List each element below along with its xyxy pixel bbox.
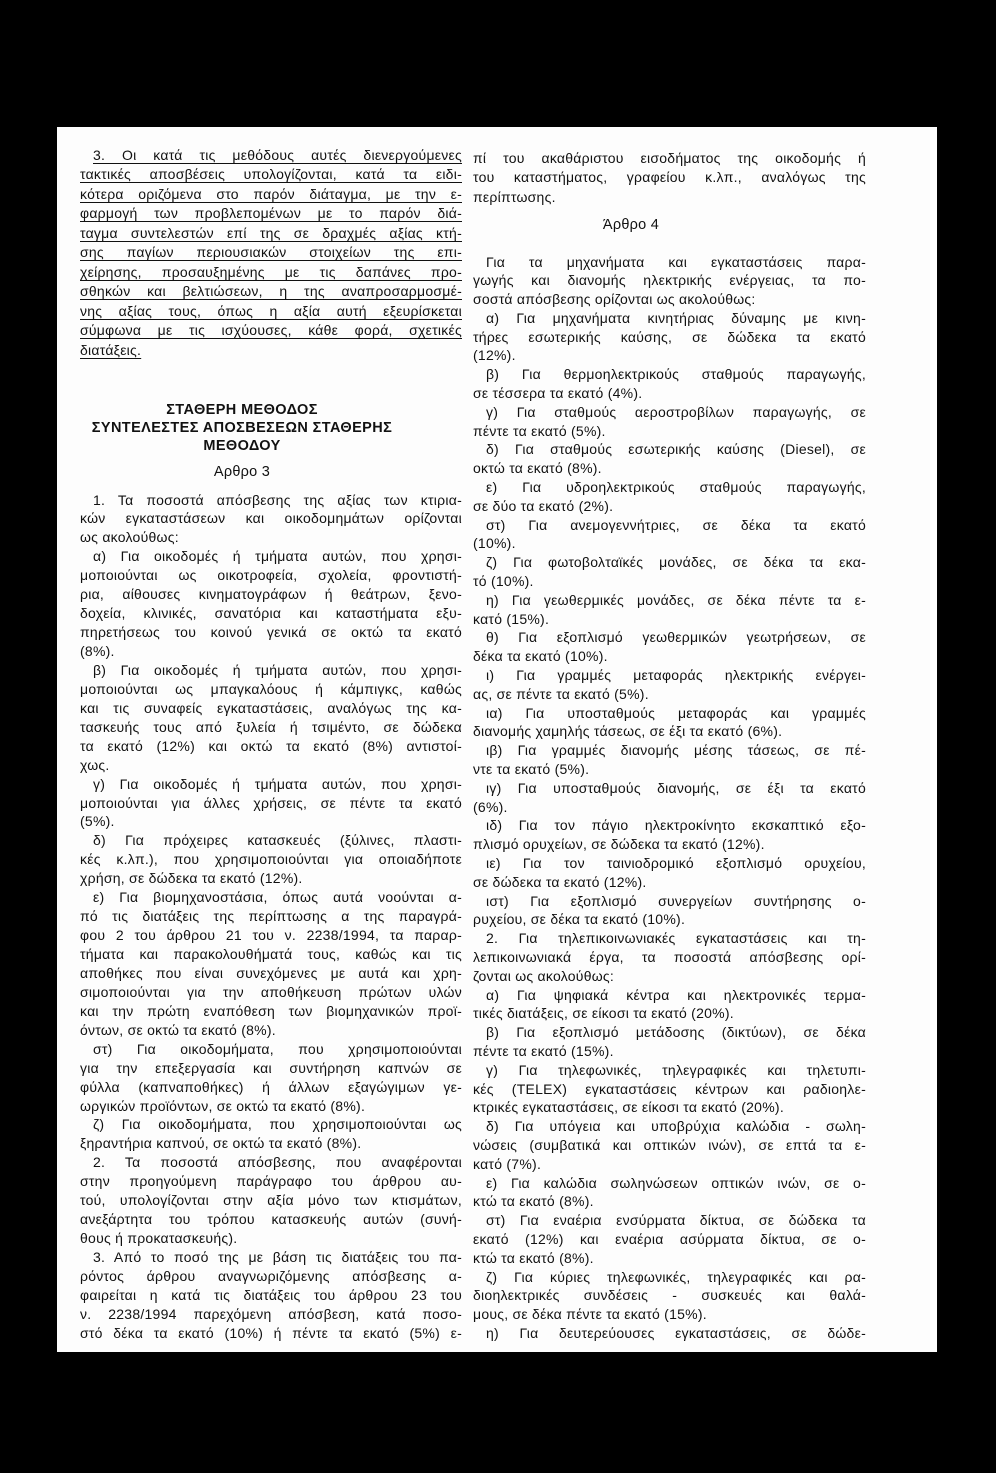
text-line: φύλλα (καπναποθήκες) ή άλλων εξαγώγιμων γε- xyxy=(80,1078,462,1095)
text-line: ε) Για υδροηλεκτρικούς σταθμούς παραγωγής, xyxy=(486,479,866,496)
text-line: αποθήκες που είναι συνεχόμενες με αυτά και χρη- xyxy=(80,964,462,981)
text-line: σύμφωνα με τις ισχύουσες, κάθε φορά, σχετικές xyxy=(80,322,462,338)
paragraph xyxy=(473,1174,866,1212)
text-line: περίπτωσης. xyxy=(473,188,556,205)
text-line: πέντε τα εκατό (15%). xyxy=(473,1042,614,1059)
text-line: κτώ τα εκατό (8%). xyxy=(473,1249,594,1266)
text-line: ζ) Για οικοδομήματα, που χρησιμοποιούνται ως xyxy=(93,1116,462,1133)
paragraph xyxy=(473,628,866,666)
text-line: ρια, αίθουσες κινηματογράφων ή θεάτρων, ξενο- xyxy=(80,586,462,603)
text-line: εκατό (12%) και εναέρια ασύρματα δίκτυα, σε ο- xyxy=(473,1230,866,1247)
text-line: στ) Για εναέρια ενσύρματα δίκτυα, σε δώδεκα τα xyxy=(486,1212,866,1229)
text-line: πέντε τα εκατό (5%). xyxy=(473,422,606,439)
text-line: τό (10%). xyxy=(473,573,534,590)
text-line: ανεξάρτητα του τρόπου κατασκευής αυτών (συνή- xyxy=(80,1211,462,1228)
paragraph xyxy=(473,403,866,441)
text-line: ντε τα εκατό (5%). xyxy=(473,761,590,778)
text-line: μοποιούνται ως μπαγκαλόους ή κάμπιγκς, καθώς xyxy=(80,680,462,697)
intro-paragraph xyxy=(80,146,462,361)
text-line: ε) Για βιομηχανοστάσια, όπως αυτά νοούνται α- xyxy=(93,889,462,906)
text-line: όντων, σε οκτώ τα εκατό (8%). xyxy=(80,1021,276,1038)
text-line: ταγμα συντελεστών επί της σε δραχμές αξίας κτή- xyxy=(80,224,462,241)
text-line: πλισμό ορυχείων, σε δώδεκα τα εκατό (12%). xyxy=(473,836,765,853)
text-line: ε) Για καλώδια σωληνώσεων οπτικών ινών, σε ο- xyxy=(486,1174,866,1191)
text-line: θους ή προκατασκευής). xyxy=(80,1230,238,1247)
paragraph xyxy=(473,986,866,1024)
paragraph xyxy=(80,1115,462,1153)
text-line: η) Για γεωθερμικές μονάδες, σε δέκα πέντε τα ε- xyxy=(486,591,866,608)
text-line: γ) Για τηλεφωνικές, τηλεγραφικές και τηλετυπι- xyxy=(486,1061,866,1078)
text-line: χείρησης, προσαυξημένης με τις δαπάνες προ- xyxy=(80,263,462,280)
text-line: σε τέσσερα τα εκατό (4%). xyxy=(473,385,643,402)
text-line: ξηραντήρια καπνού, σε οκτώ τα εκατό (8%). xyxy=(80,1135,362,1152)
paragraph xyxy=(473,365,866,403)
text-line: στ) Για ανεμογεννήτριες, σε δέκα τα εκατό xyxy=(486,516,866,533)
paragraph xyxy=(473,741,866,779)
text-line: πηρετήσεως του κοινού γενικά σε οκτώ τα εκατό xyxy=(80,624,462,641)
text-line: σε δύο τα εκατό (2%). xyxy=(473,497,614,514)
text-line: κατό (15%). xyxy=(473,610,550,627)
paragraph xyxy=(80,661,462,775)
paragraph xyxy=(473,553,866,591)
text-line: διατάξεις. xyxy=(80,341,142,358)
text-line: ιγ) Για υποσταθμούς διανομής, σε έξι τα εκατό xyxy=(486,779,866,796)
text-line: μους, σε δέκα πέντε τα εκατό (15%). xyxy=(473,1306,707,1323)
section-title-line: ΣΤΑΘΕΡΗ ΜΕΘΟΔΟΣ xyxy=(166,402,318,418)
text-line: τικές διατάξεις, σε είκοσι τα εκατό (20%). xyxy=(473,1005,734,1022)
left-column-body xyxy=(80,491,462,1343)
text-line: δ) Για σταθμούς εσωτερικής καύσης (Diesel), σε xyxy=(486,441,866,458)
paragraph xyxy=(473,666,866,704)
text-line: λεπικοινωνιακά έργα, τα ποσοστά απόσβεσης ορί- xyxy=(473,948,866,965)
text-line: στην προηγούμενη παράγραφο του άρθρου αυ- xyxy=(80,1173,462,1190)
text-line: (5%). xyxy=(80,813,115,830)
text-line: δέκα τα εκατό (10%). xyxy=(473,648,608,665)
paragraph xyxy=(473,253,866,309)
text-line: στ) Για οικοδομήματα, που χρησιμοποιούνται xyxy=(93,1040,462,1057)
text-line: χρήση, σε δώδεκα τα εκατό (12%). xyxy=(80,870,303,887)
text-line: στό δέκα τα εκατό (10%) ή πέντε τα εκατό (5%) ε- xyxy=(80,1324,462,1341)
paragraph xyxy=(473,591,866,629)
text-line: κατό (7%). xyxy=(473,1155,542,1172)
paragraph xyxy=(80,775,462,832)
text-line: τήρες εσωτερικής καύσης, σε δώδεκα τα εκατό xyxy=(473,328,866,345)
text-line: ωργικών προϊόντων, σε οκτώ τα εκατό (8%). xyxy=(80,1097,366,1114)
text-line: (10%). xyxy=(473,535,516,552)
paragraph xyxy=(473,1117,866,1173)
paragraph xyxy=(80,1153,462,1248)
paragraph xyxy=(473,309,866,365)
text-line: ζ) Για φωτοβολταϊκές μονάδες, σε δέκα τα εκα- xyxy=(486,554,866,571)
paragraph xyxy=(80,547,462,661)
text-line: διοηλεκτρικές συνδέσεις - συσκευές και θαλά- xyxy=(473,1287,866,1304)
paragraph xyxy=(473,478,866,516)
text-line: τα εκατό (12%) και οκτώ τα εκατό (8%) αντιστοί- xyxy=(80,737,462,754)
text-line: σθηκών και βελτιώσεων, η της αναπροσαρμοσμέ- xyxy=(80,283,462,299)
section-title-line: ΣΥΝΤΕΛΕΣΤΕΣ ΑΠΟΣΒΕΣΕΩΝ ΣΤΑΘΕΡΗΣ xyxy=(91,420,393,436)
paragraph xyxy=(473,1268,866,1324)
text-line: ρόντος άρθρου αναγνωριζόμενης απόσβεσης α- xyxy=(80,1267,462,1284)
text-line: και την πρώτη εναπόθεση των βιομηχανικών προϊ- xyxy=(80,1002,462,1019)
text-line: φαιρείται η κατά τις διατάξεις του άρθρου 23 του xyxy=(80,1286,462,1303)
paragraph xyxy=(473,892,866,930)
article-heading: Αρθρο 3 xyxy=(213,464,271,480)
text-line: β) Για εξοπλισμό μετάδοσης (δικτύων), σε δέκα xyxy=(486,1024,866,1041)
text-line: κτώ τα εκατό (8%). xyxy=(473,1193,594,1210)
text-line: κές (TELEX) εγκαταστάσεις κέντρων και ραδιοηλε- xyxy=(473,1080,866,1097)
paragraph xyxy=(80,888,462,1040)
paragraph xyxy=(473,929,866,985)
text-line: ζονται ως ακολούθως: xyxy=(473,967,615,984)
text-line: πό τις διατάξεις της περίπτωσης α της παραγρά- xyxy=(80,908,462,925)
text-line: τήματα και παρακολουθήματά τους, καθώς και τις xyxy=(80,946,462,962)
section-title xyxy=(80,401,404,455)
text-line: (8%). xyxy=(80,643,115,659)
text-line: μοποιούνται για άλλες χρήσεις, σε πέντε τα εκατό xyxy=(80,794,462,811)
text-line: δοχεία, κλινικές, σανατόρια και καταστήματα εξυ- xyxy=(80,605,462,622)
text-line: 3. Οι κατά τις μεθόδους αυτές διενεργούμενες xyxy=(93,146,462,163)
text-line: για την επεξεργασία και συντήρηση καπνών σε xyxy=(80,1059,462,1076)
text-line: πί του ακαθάριστου εισοδήματος της οικοδομής ή xyxy=(473,149,866,166)
text-line: β) Για θερμοηλεκτρικούς σταθμούς παραγωγής, xyxy=(486,366,866,383)
text-line: α) Για οικοδομές ή τμήματα αυτών, που χρησι- xyxy=(93,548,462,565)
text-line: 1. Τα ποσοστά απόσβεσης της αξίας των κτιρια- xyxy=(93,491,462,508)
text-line: κτρικές εγκαταστάσεις, σε είκοσι τα εκατό (20%). xyxy=(473,1099,784,1116)
text-line: γ) Για οικοδομές ή τμήματα αυτών, που χρησι- xyxy=(93,775,462,792)
text-line: (12%). xyxy=(473,347,516,364)
text-line: κές κ.λπ.), που χρησιμοποιούνται για οποιαδήποτε xyxy=(80,851,462,868)
text-line: 2. Τα ποσοστά απόσβεσης, που αναφέρονται xyxy=(93,1154,462,1171)
text-line: ιστ) Για εξοπλισμό συνεργείων συντήρησης ο- xyxy=(486,892,866,909)
text-line: δ) Για υπόγεια και υποβρύχια καλώδια - σωλη- xyxy=(486,1118,866,1135)
text-line: φου 2 του άρθρου 21 του ν. 2238/1994, τα παραρ- xyxy=(80,927,462,944)
text-line: Για τα μηχανήματα και εγκαταστάσεις παρα- xyxy=(486,253,866,270)
text-line: νης αξίας τους, όπως η αξία αυτή εξευρίσκεται xyxy=(80,302,462,319)
text-line: ι) Για γραμμές μεταφοράς ηλεκτρικής ενέργει- xyxy=(486,667,866,684)
text-line: α) Για ψηφιακά κέντρα και ηλεκτρονικές τερμα- xyxy=(486,986,866,1003)
text-line: ας, σε πέντε τα εκατό (5%). xyxy=(473,685,649,702)
right-column-body xyxy=(473,253,866,1343)
text-line: δ) Για πρόχειρες κατασκευές (ξύλινες, πλαστι- xyxy=(93,832,462,849)
text-line: 2. Για τηλεπικοινωνιακές εγκαταστάσεις και τη- xyxy=(486,930,866,947)
text-line: ιε) Για τον ταινιοδρομικό εξοπλισμό ορυχείου, xyxy=(486,855,866,871)
paragraph xyxy=(473,1061,866,1117)
paragraph xyxy=(473,1211,866,1267)
text-line: ζ) Για κύριες τηλεφωνικές, τηλεγραφικές και ρα- xyxy=(486,1268,866,1285)
text-line: (6%). xyxy=(473,798,508,815)
text-line: του καταστήματος, γραφείου κ.λπ., αναλόγως της xyxy=(473,169,866,185)
paragraph xyxy=(80,1040,462,1116)
text-line: σε δώδεκα τα εκατό (12%). xyxy=(473,873,647,890)
text-line: γωγής και διανομής ηλεκτρικής ενέργειας, τα πο- xyxy=(473,272,866,289)
text-line: τακτικές αποσβέσεις υπολογίζονται, κατά τα ειδι- xyxy=(80,166,462,182)
text-line: γ) Για σταθμούς αεροστροβίλων παραγωγής, σε xyxy=(486,403,866,420)
text-line: και τις συναφείς εγκαταστάσεις, αναλόγως της κα- xyxy=(80,699,462,716)
text-line: νώσεις (συμβατικά και οπτικών ινών), σε επτά τα ε- xyxy=(473,1136,866,1153)
text-line: σιμοποιούνται για την αποθήκευση πρώτων υλών xyxy=(80,983,462,1000)
text-line: χως. xyxy=(80,756,110,773)
text-line: τασκευής τους από ξυλεία ή τσιμέντο, σε δώδεκα xyxy=(80,718,462,735)
text-line: διανομής χαμηλής τάσεως, σε έξι τα εκατό (6%). xyxy=(473,723,783,740)
text-line: φαρμογή των προβλεπομένων με το παρόν διά- xyxy=(80,205,462,221)
continuation-paragraph xyxy=(473,149,866,208)
paragraph xyxy=(473,516,866,554)
section-title-line: ΜΕΘΟΔΟΥ xyxy=(203,438,281,454)
text-line: θ) Για εξοπλισμό γεωθερμικών γεωτρήσεων, σε xyxy=(486,629,866,646)
text-line: ιδ) Για τον πάγιο ηλεκτροκίνητο εκσκαπτικό εξο- xyxy=(486,817,866,834)
text-line: σοστά απόσβεσης ορίζονται ως ακολούθως: xyxy=(473,291,756,308)
text-line: σης παγίων περιουσιακών στοιχείων της επι- xyxy=(80,244,462,260)
text-line: ια) Για υποσταθμούς μεταφοράς και γραμμές xyxy=(486,704,866,721)
paragraph xyxy=(473,854,866,892)
paragraph xyxy=(473,1324,866,1343)
text-line: οκτώ τα εκατό (8%). xyxy=(473,460,602,477)
text-line: α) Για μηχανήματα κινητήριας δύναμης με κινη- xyxy=(486,309,866,326)
text-line: ρυχείου, σε δέκα τα εκατό (10%). xyxy=(473,911,686,928)
paragraph xyxy=(473,440,866,478)
text-line: κών εγκαταστάσεων και οικοδομημάτων ορίζονται xyxy=(80,510,462,527)
text-line: ν. 2238/1994 παρεχόμενη απόσβεση, κατά ποσο- xyxy=(80,1305,462,1322)
paragraph xyxy=(80,491,462,548)
text-line: 3. Από το ποσό της με βάση τις διατάξεις του πα- xyxy=(93,1249,462,1265)
text-line: ιβ) Για γραμμές διανομής μέσης τάσεως, σε πέ- xyxy=(486,742,866,759)
paragraph xyxy=(473,779,866,817)
text-line: κότερα οριζόμενα στο παρόν διάταγμα, με την ε- xyxy=(80,185,462,202)
paragraph xyxy=(473,816,866,854)
paragraph xyxy=(473,704,866,742)
text-line: μοποιούνται ως οικοτροφεία, σχολεία, φροντιστή- xyxy=(80,567,462,584)
paragraph xyxy=(80,1248,462,1343)
text-line: η) Για δευτερεύουσες εγκαταστάσεις, σε δώδε- xyxy=(486,1324,866,1341)
text-line: β) Για οικοδομές ή τμήματα αυτών, που χρησι- xyxy=(93,661,462,678)
paragraph xyxy=(473,1023,866,1061)
text-line: ως ακολούθως: xyxy=(80,529,179,546)
paragraph xyxy=(80,831,462,888)
article-heading: Άρθρο 4 xyxy=(602,216,660,233)
text-line: τού, υπολογίζονται στην αξία μόνο των κτισμάτων, xyxy=(80,1192,462,1209)
